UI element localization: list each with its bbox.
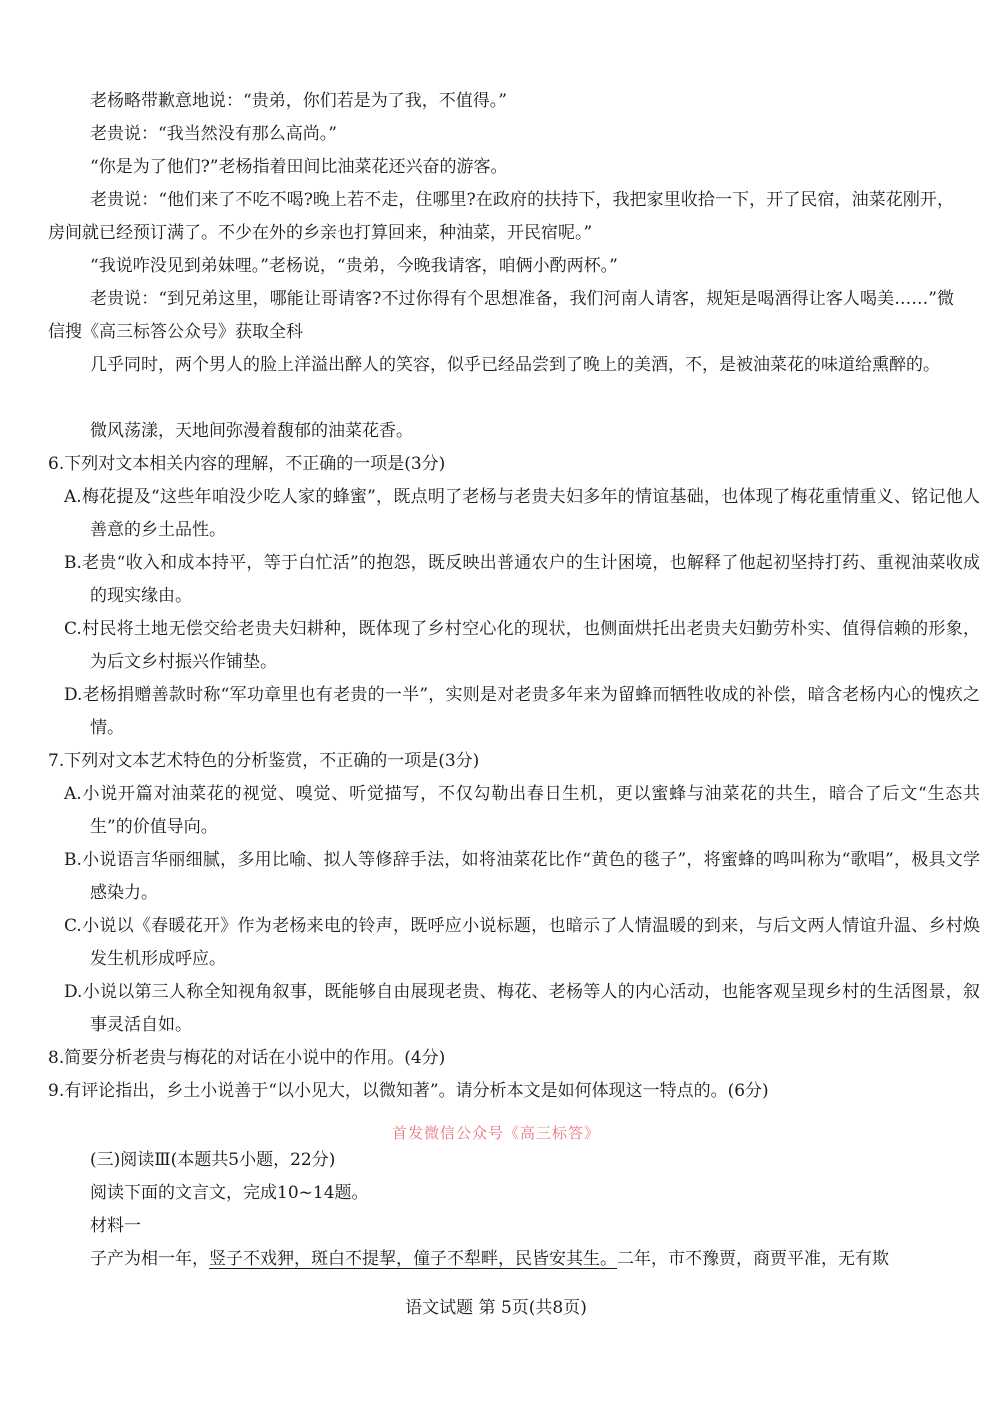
classical-text-underlined: 竖子不戏狎，斑白不提挈，僮子不犁畔，民皆安其生。 (209, 1249, 617, 1269)
question-6-option-d: D.老杨捐赠善款时称“军功章里也有老贵的一半”，实则是对老贵多年来为留蜂而牺牲收成的补偿，暗含老杨内心的愧疚之情。 (64, 685, 980, 738)
story-paragraph: 微风荡漾，天地间弥漫着馥郁的油菜花香。 (90, 421, 413, 441)
section-3-title: (三)阅读Ⅲ(本题共5小题，22分) (90, 1150, 336, 1170)
story-paragraph: 老贵说：“到兄弟这里，哪能让哥请客?不过你得有个思想准备，我们河南人请客，规矩是喝酒得让客人喝美……”微信搜《高三标答公众号》获取全科 (48, 289, 954, 342)
section-3-instruction: 阅读下面的文言文，完成10~14题。 (90, 1183, 369, 1203)
material-label: 材料一 (90, 1216, 141, 1236)
story-paragraph: 老杨略带歉意地说：“贵弟，你们若是为了我，不值得。” (90, 91, 507, 111)
question-7-option-a: A.小说开篇对油菜花的视觉、嗅觉、听觉描写，不仅勾勒出春日生机，更以蜜蜂与油菜花的共生，暗合了后文“生态共生”的价值导向。 (64, 784, 980, 837)
story-paragraph: “你是为了他们?”老杨指着田间比油菜花还兴奋的游客。 (90, 157, 508, 177)
question-6-option-b: B.老贵“收入和成本持平，等于白忙活”的抱怨，既反映出普通农户的生计困境，也解释了他起初坚持打药、重视油菜收成的现实缘由。 (64, 553, 980, 606)
page-footer: 语文试题 第 5页(共8页) (405, 1298, 587, 1318)
classical-text-prefix: 子产为相一年， (90, 1249, 209, 1269)
story-paragraph: “我说咋没见到弟妹哩。”老杨说，“贵弟，今晚我请客，咱俩小酌两杯。” (90, 256, 618, 276)
story-paragraph: 几乎同时，两个男人的脸上洋溢出醉人的笑容，似乎已经品尝到了晚上的美酒，不，是被油菜花的味道给熏醉的。 (90, 355, 940, 375)
story-paragraph: 老贵说：“他们来了不吃不喝?晚上若不走，住哪里?在政府的扶持下，我把家里收拾一下，开了民宿，油菜花刚开，房间就已经预订满了。不少在外的乡亲也打算回来，种油菜，开民宿呢。” (48, 190, 954, 243)
question-7-option-b: B.小说语言华丽细腻，多用比喻、拟人等修辞手法，如将油菜花比作“黄色的毯子”，将蜜蜂的鸣叫称为“歌唱”，极具文学感染力。 (64, 850, 980, 903)
question-7-option-d: D.小说以第三人称全知视角叙事，既能够自由展现老贵、梅花、老杨等人的内心活动，也能客观呈现乡村的生活图景，叙事灵活自如。 (64, 982, 980, 1035)
question-7-stem: 7.下列对文本艺术特色的分析鉴赏，不正确的一项是(3分) (48, 751, 480, 771)
question-7-option-c: C.小说以《春暖花开》作为老杨来电的铃声，既呼应小说标题，也暗示了人情温暖的到来，与后文两人情谊升温、乡村焕发生机形成呼应。 (64, 916, 980, 969)
question-6-stem: 6.下列对文本相关内容的理解，不正确的一项是(3分) (48, 454, 446, 474)
classical-text (90, 1243, 954, 1276)
question-6-option-a: A.梅花提及“这些年咱没少吃人家的蜂蜜”，既点明了老杨与老贵夫妇多年的情谊基础，也体现了梅花重情重义、铭记他人善意的乡土品性。 (64, 487, 980, 540)
watermark-text: 首发微信公众号《高三标答》 (391, 1124, 600, 1142)
story-paragraph: 老贵说：“我当然没有那么高尚。” (90, 124, 337, 144)
classical-text-suffix: 二年，市不豫贾，商贾平准，无有欺 (617, 1249, 889, 1269)
question-6-option-c: C.村民将土地无偿交给老贵夫妇耕种，既体现了乡村空心化的现状，也侧面烘托出老贵夫妇勤劳朴实、值得信赖的形象，为后文乡村振兴作铺垫。 (64, 619, 980, 672)
question-8: 8.简要分析老贵与梅花的对话在小说中的作用。(4分) (48, 1048, 446, 1068)
question-9: 9.有评论指出，乡土小说善于“以小见大，以微知著”。请分析本文是如何体现这一特点的。(6分) (48, 1081, 769, 1101)
